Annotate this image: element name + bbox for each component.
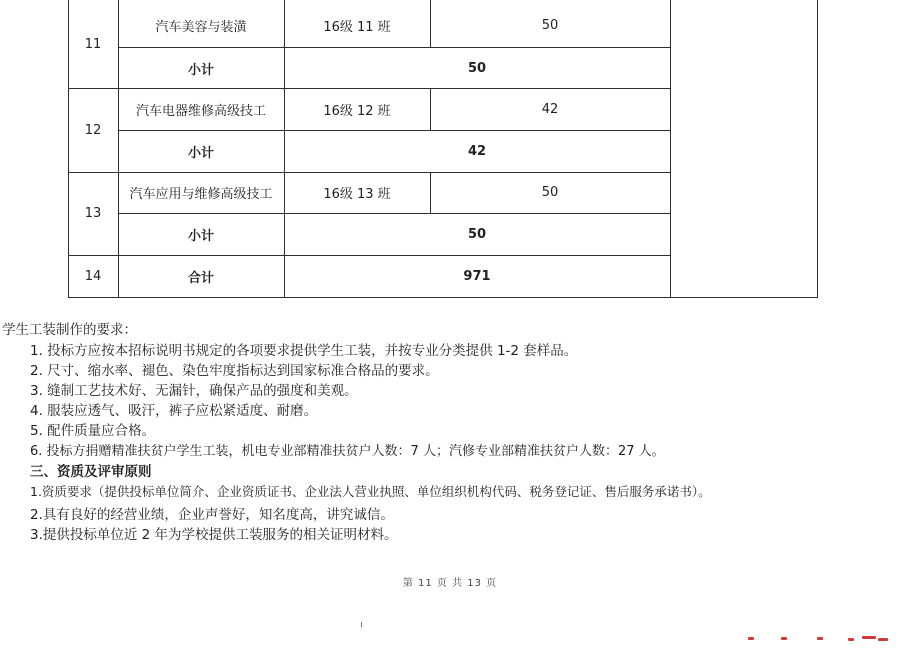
major-name: 汽车美容与装潢	[155, 19, 247, 35]
subtotal-label: 小计	[187, 62, 214, 78]
major-name: 汽车应用与维修高级技工	[129, 187, 273, 202]
scan-mark	[848, 638, 854, 641]
scan-mark	[862, 636, 876, 639]
subtotal-value: 42	[467, 143, 487, 159]
uniform-item: 4. 服装应透气、吸汗，裤子应松紧适度、耐磨。	[30, 403, 318, 419]
scan-mark	[781, 637, 787, 640]
scan-mark	[748, 637, 754, 640]
row-number: 14	[84, 268, 102, 284]
total-label: 合计	[187, 270, 214, 286]
uniform-item: 1. 投标方应按本招标说明书规定的各项要求提供学生工装，并按专业分类提供 1-2 套样品。	[30, 343, 578, 359]
uniform-item: 2. 尺寸、缩水率、褪色、染色牢度指标达到国家标准合格品的要求。	[30, 363, 439, 379]
student-count: 50	[541, 17, 559, 33]
student-count: 42	[541, 101, 559, 117]
subtotal-value: 50	[467, 226, 487, 242]
student-count: 50	[541, 185, 559, 200]
page-number: 第 11 页 共 13 页	[402, 578, 498, 589]
total-value: 971	[463, 268, 491, 284]
uniform-heading: 学生工装制作的要求：	[2, 322, 137, 338]
subtotal-label: 小计	[187, 145, 214, 161]
major-name: 汽车电器维修高级技工	[135, 103, 266, 119]
row-number: 12	[84, 122, 102, 138]
scan-mark	[878, 638, 888, 641]
subtotal-value: 50	[467, 60, 487, 76]
row-number: 13	[84, 206, 102, 221]
scan-mark	[361, 622, 362, 627]
section-title: 三、资质及评审原则	[30, 464, 152, 480]
scan-mark	[817, 637, 823, 640]
qualification-item: 1.资质要求（提供投标单位简介、企业资质证书、企业法人营业执照、单位组织机构代码、税务登记证、售后服务承诺书）。	[30, 484, 711, 499]
qualification-item: 2.具有良好的经营业绩，企业声誉好，知名度高，讲究诚信。	[30, 507, 394, 523]
row-number: 11	[84, 36, 102, 52]
student-count-table	[68, 0, 818, 298]
subtotal-label: 小计	[187, 228, 214, 244]
class-name: 16级 11 班	[323, 19, 391, 35]
uniform-item: 5. 配件质量应合格。	[30, 423, 156, 439]
uniform-item: 6. 投标方捐赠精准扶贫户学生工装，机电专业部精准扶贫户人数：7 人；汽修专业部精准扶贫户人数：27 人。	[30, 444, 665, 459]
class-name: 16级 12 班	[323, 103, 391, 119]
uniform-item: 3. 缝制工艺技术好、无漏针，确保产品的强度和美观。	[30, 383, 358, 399]
qualification-item: 3.提供投标单位近 2 年为学校提供工装服务的相关证明材料。	[30, 527, 398, 543]
class-name: 16级 13 班	[323, 187, 391, 202]
